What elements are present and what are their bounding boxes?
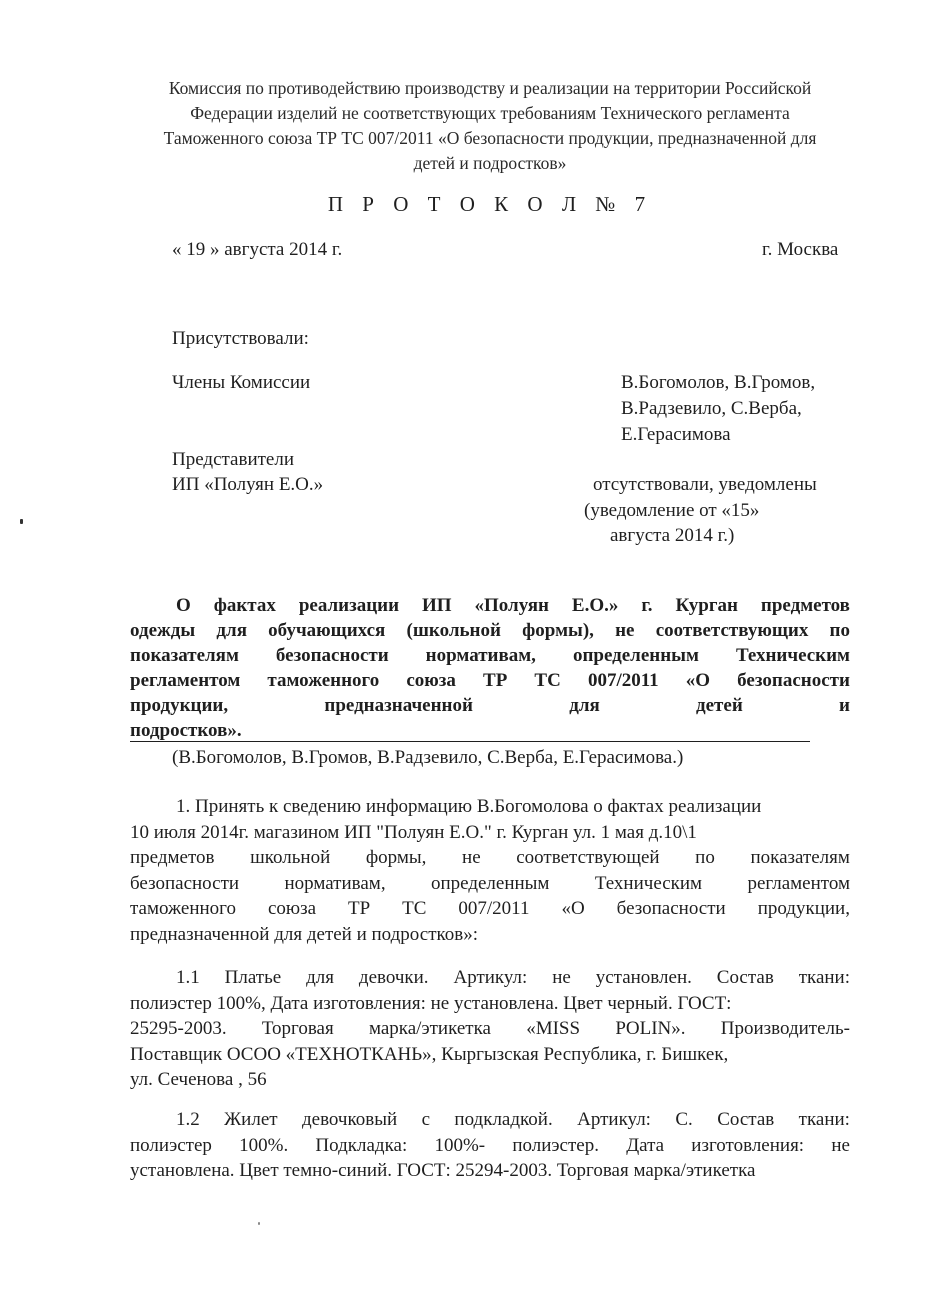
word: для [306, 967, 334, 988]
word: по [695, 847, 715, 868]
word: Состав [717, 1109, 775, 1130]
scan-speck [20, 519, 23, 524]
word: 1.1 [176, 967, 200, 988]
word: «О [561, 898, 585, 919]
paragraph-text: предназначенной для детей и подростков»: [130, 923, 479, 945]
item-1-2-paragraph [130, 1107, 850, 1184]
word: Состав [716, 967, 774, 988]
paragraph-line [130, 1158, 850, 1184]
word: POLIN». [615, 1018, 686, 1039]
word: полиэстер. [512, 1134, 599, 1156]
word: подкладкой. [454, 1109, 553, 1130]
paragraph-line [130, 1042, 850, 1068]
word: ТС [402, 898, 427, 919]
word: девочковый [301, 1109, 398, 1130]
word: для [569, 695, 600, 716]
agenda-line [130, 668, 850, 693]
word: ТР [348, 898, 371, 919]
word: регламентом [747, 872, 850, 894]
word: не [615, 620, 635, 641]
word: таможенного [130, 898, 236, 919]
word: соответствующих [655, 620, 809, 641]
word: союза [267, 898, 317, 919]
word: показателям [750, 847, 850, 868]
paragraph-last-line [130, 1067, 850, 1093]
header-line: Комиссия по противодействию производству и реализации на территории Российской [168, 78, 812, 98]
paragraph-line [130, 1016, 850, 1042]
word: фактах [213, 595, 276, 616]
agenda-last-line: подростков». [130, 720, 242, 741]
word: обучающихся [268, 620, 386, 641]
word: определенным [572, 645, 699, 666]
word: предметов [130, 847, 215, 868]
header-line: Федерации изделий не соответствующих требованиям Технического регламента [190, 103, 790, 123]
word: Поставщик ОСОО «ТЕХНОТКАНЬ», Кыргызская Республика, г. Бишкек, [130, 1043, 729, 1065]
paragraph-line [130, 1133, 850, 1159]
word: О [176, 595, 191, 616]
paragraph-text: ул. Сеченова , 56 [130, 1069, 267, 1090]
word: Подкладка: [315, 1134, 408, 1156]
word: Платье [224, 967, 282, 988]
word: полиэстер 100%, Дата изготовления: не установлена. Цвет черный. ГОСТ: [130, 992, 732, 1014]
representatives-status-line: (уведомление от «15» [584, 500, 760, 521]
members-label: Члены Комиссии [172, 372, 311, 393]
protocol-city: г. Москва [762, 239, 839, 260]
word: девочки. [358, 967, 429, 988]
word: по [829, 620, 850, 641]
word: 1.2 [176, 1109, 200, 1130]
word: нормативам, [284, 872, 386, 894]
word: детей [696, 695, 743, 716]
present-label: Присутствовали: [172, 328, 309, 349]
word: предметов [760, 595, 850, 616]
word: безопасности [275, 645, 389, 666]
word: Производитель- [720, 1018, 850, 1039]
header-line: Таможенного союза ТР ТС 007/2011 «О безопасности продукции, предназначенной для [163, 128, 817, 148]
word: Артикул: [577, 1109, 651, 1130]
protocol-date: « 19 » августа 2014 г. [172, 239, 343, 260]
paragraph-line [130, 820, 850, 846]
agenda-underline [130, 741, 810, 742]
word: продукции, [130, 695, 229, 716]
paragraph-last-line [130, 922, 850, 948]
word: таможенного [267, 670, 380, 691]
word: школьной [250, 847, 331, 868]
word: регламентом [130, 670, 241, 691]
scan-speck [258, 1222, 260, 1225]
word: предназначенной [324, 695, 473, 716]
word: (школьной [406, 620, 501, 641]
agenda-line [130, 593, 850, 618]
word: ТР [483, 670, 508, 691]
word: нормативам, [425, 645, 536, 666]
word: 007/2011 [587, 670, 659, 691]
protocol-title: П Р О Т О К О Л № 7 [327, 192, 653, 216]
word: безопасности [737, 670, 850, 691]
word: соответствующей [516, 847, 660, 868]
members-names-line: В.Радзевило, С.Верба, [621, 398, 802, 419]
word: одежды [130, 620, 196, 641]
word: не [462, 847, 481, 868]
word: безопасности [616, 898, 726, 919]
commission-header [130, 76, 850, 176]
word: г. [641, 595, 653, 616]
header-line: детей и подростков» [413, 153, 567, 173]
paragraph-line [130, 871, 850, 897]
word: полиэстер [130, 1134, 212, 1156]
word: безопасности [130, 872, 240, 894]
word: ткани: [798, 967, 850, 988]
word: «MISS [526, 1018, 581, 1039]
word: ткани: [798, 1109, 850, 1130]
word: 1. Принять к сведению информацию В.Богомолова о фактах реализации [176, 796, 762, 817]
word: «О [685, 670, 711, 691]
word: Курган [675, 595, 738, 616]
representatives-label: Представители [172, 449, 294, 470]
paragraph-line [130, 845, 850, 871]
item-1-1-paragraph [130, 965, 850, 1093]
word: не [831, 1134, 850, 1156]
agenda-line [130, 618, 850, 643]
word: ТС [534, 670, 561, 691]
word: 10 июля 2014г. магазином ИП "Полуян Е.О." г. Курган ул. 1 мая д.10\1 [130, 821, 697, 843]
agenda-speakers: (В.Богомолов, В.Громов, В.Радзевило, С.Верба, Е.Герасимова.) [172, 747, 684, 768]
word: Жилет [224, 1109, 278, 1130]
word: «Полуян [474, 595, 549, 616]
paragraph-line [130, 965, 850, 991]
word: 100%. [239, 1134, 289, 1156]
word: реализации [298, 595, 400, 616]
word: определенным [430, 872, 550, 894]
representatives-status-line: отсутствовали, уведомлены [593, 474, 817, 495]
word: ИП [422, 595, 452, 616]
item-1-paragraph [130, 794, 850, 947]
word: изготовления: [691, 1134, 805, 1156]
word: показателям [130, 645, 239, 666]
word: Техническим [594, 872, 703, 894]
word: Торговая [261, 1018, 334, 1039]
word: и [839, 695, 850, 716]
word: Артикул: [453, 967, 528, 988]
representatives-org: ИП «Полуян Е.О.» [172, 474, 324, 495]
word: установлен. [595, 967, 692, 988]
word: марка/этикетка [368, 1018, 491, 1039]
word: 100%- [434, 1134, 486, 1156]
word: Техническим [735, 645, 850, 666]
word: формы), [522, 620, 594, 641]
agenda-line [130, 693, 850, 718]
word: продукции, [757, 898, 850, 919]
word: 007/2011 [458, 898, 530, 919]
word: Дата [626, 1134, 665, 1156]
paragraph-line [130, 896, 850, 922]
word: Е.О.» [571, 595, 619, 616]
paragraph-line [130, 991, 850, 1017]
paragraph-line [130, 1107, 850, 1133]
word: для [216, 620, 247, 641]
word: установлена. Цвет темно-синий. ГОСТ: 25294-2003. Торговая марка/этикетка [130, 1160, 756, 1181]
paragraph-line [130, 794, 850, 820]
word: с [421, 1109, 431, 1130]
word: С. [675, 1109, 693, 1130]
word: 25295-2003. [130, 1018, 227, 1039]
word: формы, [365, 847, 427, 868]
members-names-line: Е.Герасимова [621, 424, 731, 445]
agenda-line [130, 643, 850, 668]
members-names-line: В.Богомолов, В.Громов, [621, 372, 816, 393]
representatives-status-line: августа 2014 г.) [610, 525, 735, 546]
word: союза [406, 670, 456, 691]
agenda-heading [130, 593, 850, 743]
word: не [552, 967, 571, 988]
